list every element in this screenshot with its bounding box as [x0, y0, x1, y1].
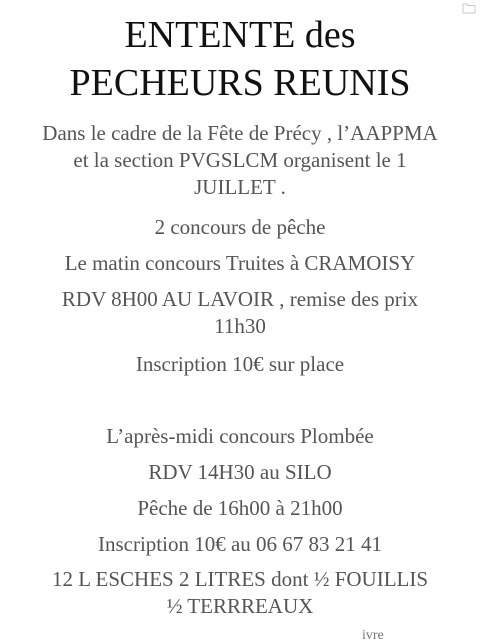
flyer-title-line1: ENTENTE des	[124, 14, 356, 56]
flyer-title-line2: PECHEURS REUNIS	[69, 62, 411, 104]
contests-line: 2 concours de pêche	[154, 215, 326, 239]
intro-paragraph: Dans le cadre de la Fête de Précy , l’AAPPMA et la section PVGSLCM organisent le 1 JUILLET .	[42, 121, 438, 199]
bait-line: 12 L ESCHES 2 LITRES dont ½ FOUILLIS ½ TERRREAUX	[51, 567, 429, 618]
morning-contest-line: Le matin concours Truites à CRAMOISY	[64, 251, 416, 275]
afternoon-hours-line: Pêche de 16h00 à 21h00	[137, 496, 343, 520]
afternoon-rdv-line: RDV 14H30 au SILO	[148, 460, 332, 484]
afternoon-fee-line: Inscription 10€ au 06 67 83 21 41	[97, 532, 383, 556]
morning-fee-line: Inscription 10€ sur place	[135, 352, 345, 376]
afternoon-contest-line: L’après-midi concours Plombée	[106, 424, 374, 448]
cut-off-text-fragment: ivre	[362, 628, 384, 643]
morning-rdv-line: RDV 8H00 AU LAVOIR , remise des prix 11h30	[61, 287, 419, 338]
